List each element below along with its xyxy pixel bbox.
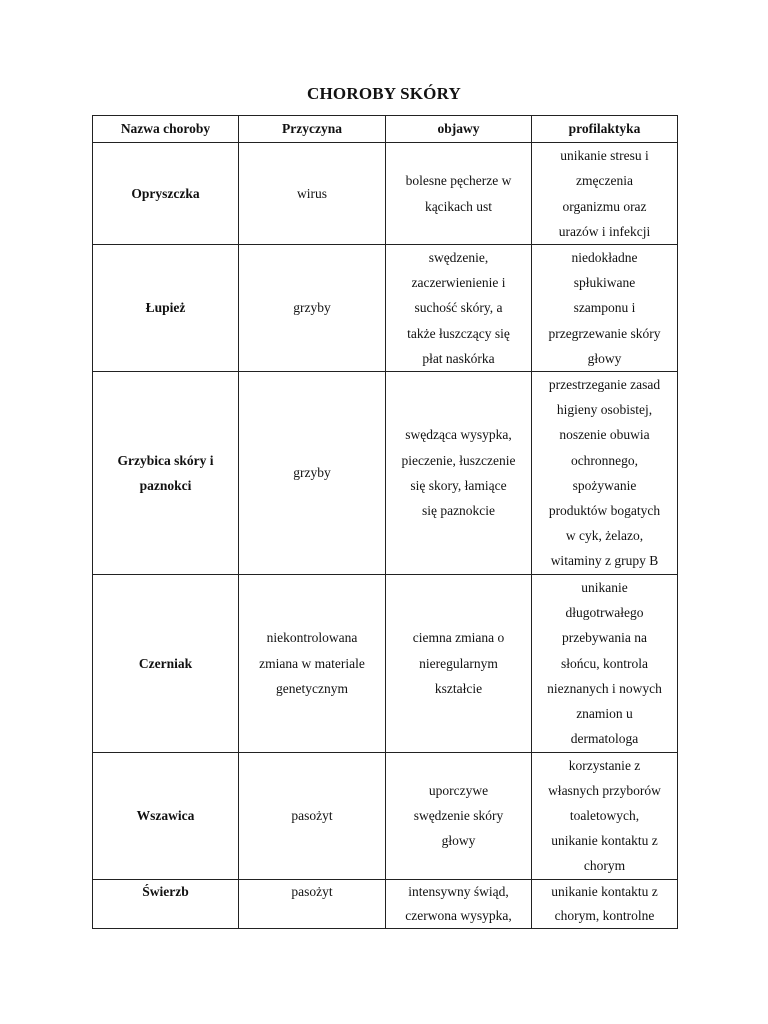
header-cause: Przyczyna: [239, 116, 386, 143]
symptoms-cell: intensywny świąd, czerwona wysypka,: [386, 879, 532, 928]
symptoms-cell: uporczywe swędzenie skóry głowy: [386, 752, 532, 879]
header-prevention: profilaktyka: [532, 116, 678, 143]
cause-cell: wirus: [239, 143, 386, 245]
symptoms-cell: bolesne pęcherze w kącikach ust: [386, 143, 532, 245]
cause-cell: pasożyt: [239, 752, 386, 879]
table-row: [93, 372, 678, 575]
cause-cell: grzyby: [239, 245, 386, 372]
symptoms-cell: swędzenie, zaczerwienienie i suchość skóry, a także łuszczący się płat naskórka: [386, 245, 532, 372]
disease-name-cell: Czerniak: [93, 574, 239, 752]
table-row: [93, 752, 678, 879]
disease-table: [92, 115, 678, 929]
prevention-cell: unikanie długotrwałego przebywania na słońcu, kontrola nieznanych i nowych znamion u dermatologa: [532, 574, 678, 752]
disease-name-cell: Łupież: [93, 245, 239, 372]
disease-name-cell: Świerzb: [93, 879, 239, 928]
table-header-row: [93, 116, 678, 143]
header-symptoms: objawy: [386, 116, 532, 143]
symptoms-cell: swędząca wysypka, pieczenie, łuszczenie się skory, łamiące się paznokcie: [386, 372, 532, 575]
symptoms-cell: ciemna zmiana o nieregularnym kształcie: [386, 574, 532, 752]
prevention-cell: przestrzeganie zasad higieny osobistej, noszenie obuwia ochronnego, spożywanie produktów bogatych w cyk, żelazo, witaminy z grupy B: [532, 372, 678, 575]
disease-name-cell: Wszawica: [93, 752, 239, 879]
prevention-cell: niedokładne spłukiwane szamponu i przegrzewanie skóry głowy: [532, 245, 678, 372]
table-row: [93, 574, 678, 752]
cause-cell: grzyby: [239, 372, 386, 575]
disease-name-cell: Grzybica skóry i paznokci: [93, 372, 239, 575]
table-row: [93, 143, 678, 245]
cause-cell: niekontrolowana zmiana w materiale genetycznym: [239, 574, 386, 752]
header-disease-name: Nazwa choroby: [93, 116, 239, 143]
cause-cell: pasożyt: [239, 879, 386, 928]
document-title: CHOROBY SKÓRY: [307, 84, 461, 103]
prevention-cell: korzystanie z własnych przyborów toaletowych, unikanie kontaktu z chorym: [532, 752, 678, 879]
table-row: [93, 245, 678, 372]
prevention-cell: unikanie stresu i zmęczenia organizmu oraz urazów i infekcji: [532, 143, 678, 245]
table-row: [93, 879, 678, 928]
disease-name-cell: Opryszczka: [93, 143, 239, 245]
prevention-cell: unikanie kontaktu z chorym, kontrolne: [532, 879, 678, 928]
